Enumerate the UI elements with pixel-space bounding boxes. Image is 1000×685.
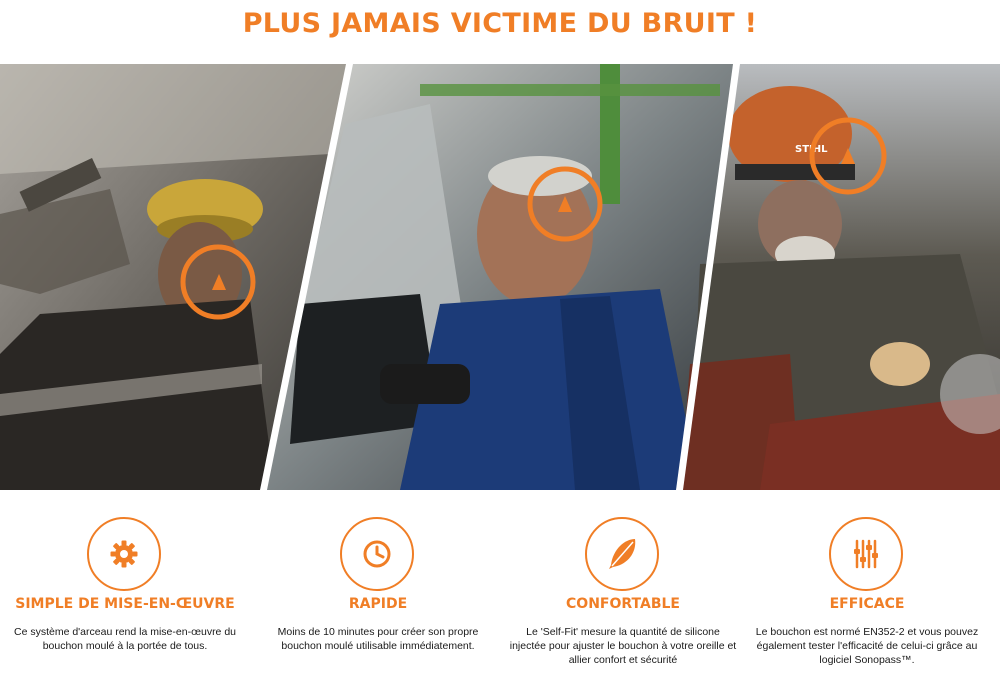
feature-title: EFFICACE <box>829 596 905 612</box>
gear-icon <box>89 519 159 589</box>
feature-description: Le 'Self-Fit' mesure la quantité de silicone injectée pour ajuster le bouchon à votre oreille et allier confort et sécurité <box>509 626 737 666</box>
clock-icon <box>342 519 412 589</box>
page-title: PLUS JAMAIS VICTIME DU BRUIT ! <box>242 8 758 39</box>
feature-description: Le bouchon est normé EN352-2 et vous pouvez également tester l'efficacité de celui-ci grâce au logiciel Sonopass™. <box>755 626 979 666</box>
helmet-brand-text: STIHL <box>795 144 828 155</box>
photo-banner <box>0 64 1000 490</box>
feature-confortable <box>498 517 748 685</box>
feature-icon-circle <box>87 517 161 591</box>
feature-icon-circle <box>585 517 659 591</box>
photo-collage <box>0 64 1000 490</box>
feature-title: CONFORTABLE <box>566 596 680 612</box>
feather-icon <box>587 519 657 589</box>
sliders-icon <box>831 519 901 589</box>
feature-title: RAPIDE <box>348 596 408 612</box>
feature-description: Ce système d'arceau rend la mise-en-œuvre du bouchon moulé à la portée de tous. <box>13 626 236 652</box>
feature-rapide <box>253 517 503 685</box>
feature-icon-circle <box>829 517 903 591</box>
feature-description: Moins de 10 minutes pour créer son propre bouchon moulé utilisable immédiatement. <box>277 626 479 652</box>
feature-simple <box>0 517 250 685</box>
feature-title: SIMPLE DE MISE-EN-ŒUVRE <box>15 596 235 612</box>
feature-efficace <box>742 517 992 685</box>
feature-icon-circle <box>340 517 414 591</box>
